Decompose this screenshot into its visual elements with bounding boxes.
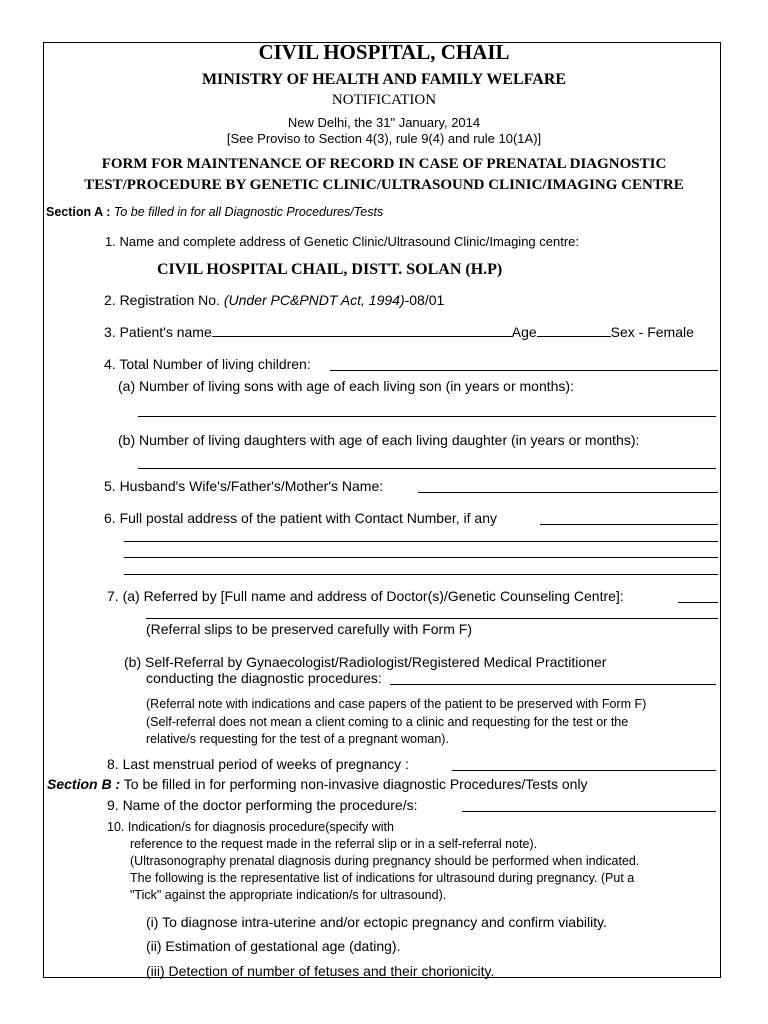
q10-line-2: reference to the request made in the referral slip or in a self-referral note).	[130, 837, 538, 851]
q2-registration	[104, 293, 444, 307]
q4-children: 4. Total Number of living children:	[104, 356, 311, 372]
daughters-field[interactable]	[138, 468, 716, 469]
q10-line-4: The following is the representative list of indications for ultrasound during pregnancy. (Put a	[130, 871, 635, 885]
section-b-label: Section B :	[47, 776, 121, 792]
q6-address: 6. Full postal address of the patient with Contact Number, if any	[104, 510, 497, 526]
referred-by-field-2[interactable]	[146, 618, 718, 619]
section-a-heading	[46, 206, 383, 219]
q10-line-5: "Tick" against the appropriate indication/s for ultrasound).	[130, 888, 447, 902]
q3-age-label: Age	[511, 324, 537, 340]
q3-sex-label: Sex - Female	[610, 324, 694, 340]
doctor-name-field[interactable]	[462, 811, 716, 812]
q10-line-1: 10. Indication/s for diagnosis procedure(specify with	[107, 820, 394, 834]
referred-by-field-1[interactable]	[678, 602, 718, 603]
ministry-title: MINISTRY OF HEALTH AND FAMILY WELFARE	[201, 71, 567, 88]
q3-label: 3. Patient's name	[104, 324, 212, 340]
address-field-line-1[interactable]	[540, 524, 718, 525]
q2-note: (Under PC&PNDT Act, 1994)	[223, 292, 405, 308]
q7a-note: (Referral slips to be preserved carefully with Form F)	[146, 621, 472, 637]
q8-lmp: 8. Last menstrual period of weeks of pregnancy :	[107, 756, 409, 772]
address-field-line-2[interactable]	[124, 541, 718, 542]
form-title-line-1: FORM FOR MAINTENANCE OF RECORD IN CASE OF PRENATAL DIAGNOSTIC	[101, 156, 667, 172]
indication-ii: (ii) Estimation of gestational age (dating).	[146, 938, 401, 954]
section-b-heading	[47, 777, 588, 791]
relative-name-field[interactable]	[418, 492, 718, 493]
indication-iii: (iii) Detection of number of fetuses and their chorionicity.	[146, 963, 495, 979]
section-a-label: Section A :	[46, 205, 111, 219]
address-field-line-3[interactable]	[124, 557, 718, 558]
proviso-line: [See Proviso to Section 4(3), rule 9(4) and rule 10(1A)]	[226, 131, 542, 146]
patient-name-field[interactable]	[212, 335, 512, 337]
address-field-line-4[interactable]	[124, 574, 718, 575]
indication-i: (i) To diagnose intra-uterine and/or ectopic pregnancy and confirm viability.	[146, 914, 607, 930]
q5-relative-name: 5. Husband's Wife's/Father's/Mother's Name:	[104, 478, 384, 494]
section-b-desc: To be filled in for performing non-invasive diagnostic Procedures/Tests only	[123, 776, 588, 792]
self-referral-field[interactable]	[390, 684, 716, 685]
q3-patient-row	[104, 325, 694, 339]
clinic-name: CIVIL HOSPITAL CHAIL, DISTT. SOLAN (H.P)	[157, 261, 503, 278]
q7b-note-1: (Referral note with indications and case papers of the patient to be preserved with Form F)	[146, 697, 647, 711]
date-line: New Delhi, the 31" January, 2014	[287, 115, 481, 130]
q4a-sons: (a) Number of living sons with age of each living son (in years or months):	[118, 378, 574, 394]
q2-label: 2. Registration No.	[104, 292, 220, 308]
section-a-desc: To be filled in for all Diagnostic Procedures/Tests	[113, 205, 384, 219]
q2-value: -08/01	[404, 292, 445, 308]
children-field[interactable]	[330, 370, 718, 371]
q1-clinic-address: 1. Name and complete address of Genetic Clinic/Ultrasound Clinic/Imaging centre:	[105, 234, 580, 249]
q9-doctor: 9. Name of the doctor performing the procedure/s:	[107, 797, 418, 813]
q7a-referred-by: 7. (a) Referred by [Full name and address of Doctor(s)/Genetic Counseling Centre]:	[107, 588, 624, 604]
form-title-line-2: TEST/PROCEDURE BY GENETIC CLINIC/ULTRASOUND CLINIC/IMAGING CENTRE	[84, 177, 684, 193]
notification-label: NOTIFICATION	[331, 92, 437, 108]
q7b-note-2: (Self-referral does not mean a client coming to a clinic and requesting for the test or the	[146, 715, 629, 729]
q10-line-3: (Ultrasonography prenatal diagnosis during pregnancy should be performed when indicated.	[130, 854, 640, 868]
q4b-daughters: (b) Number of living daughters with age of each living daughter (in years or months):	[118, 432, 640, 448]
q7b-self-referral: (b) Self-Referral by Gynaecologist/Radiologist/Registered Medical Practitioner	[124, 654, 607, 670]
q7b-self-referral-2: conducting the diagnostic procedures:	[146, 670, 382, 686]
age-field[interactable]	[537, 335, 611, 337]
sons-field[interactable]	[138, 416, 716, 417]
hospital-title: CIVIL HOSPITAL, CHAIL	[258, 40, 510, 64]
q7b-note-3: relative/s requesting for the test of a pregnant woman).	[146, 732, 449, 746]
lmp-field[interactable]	[452, 770, 716, 771]
